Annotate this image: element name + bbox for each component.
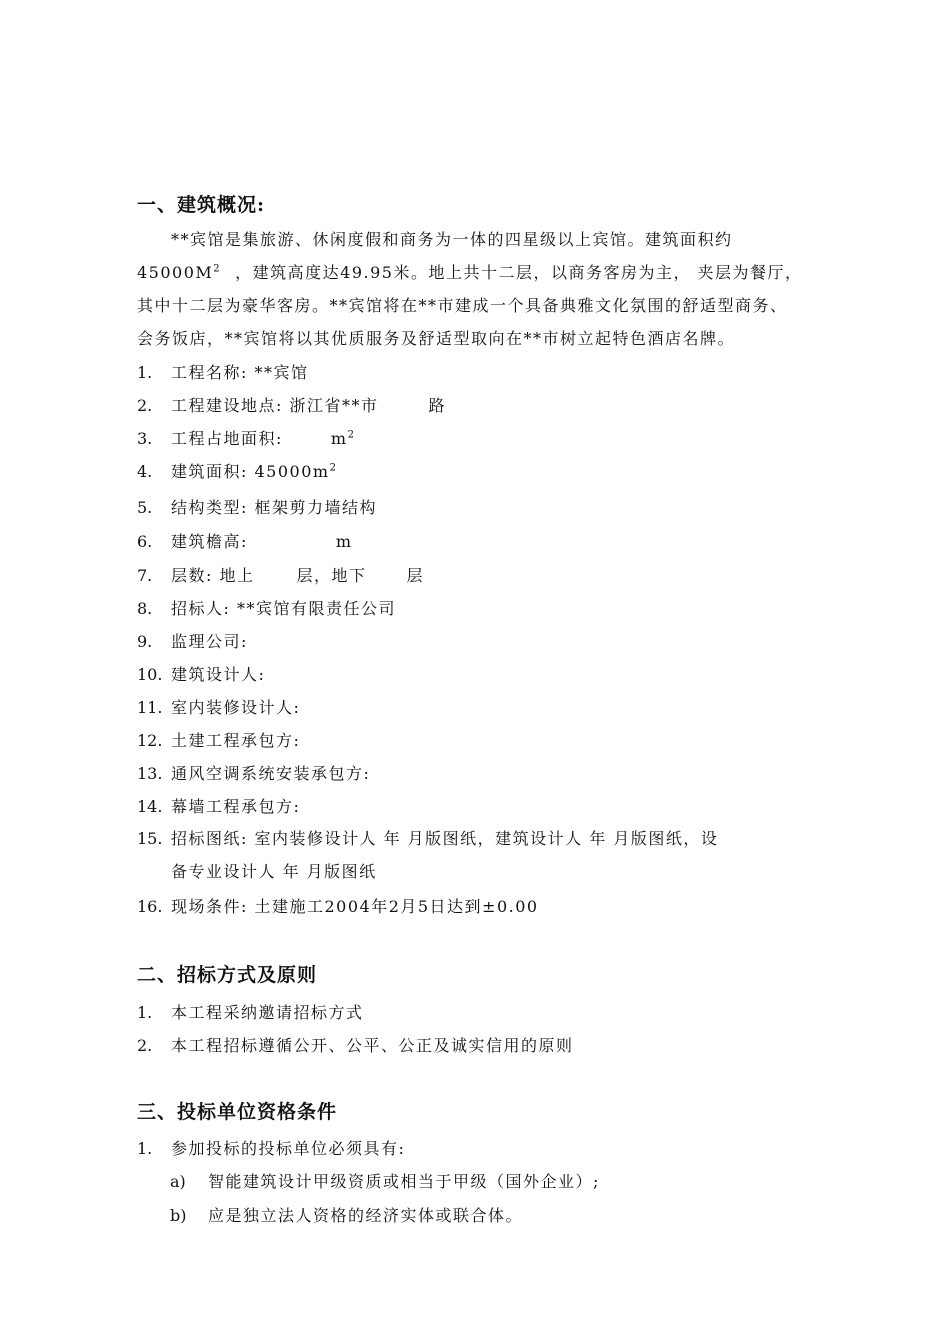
section-title-qualification: 三、投标单位资格条件 (137, 1101, 338, 1123)
list-item: 2. 本工程招标遵循公开、公平、公正及诚实信用的原则 (137, 1036, 574, 1055)
list-item: 9. 监理公司: (137, 632, 248, 651)
intro-line: $45000M^2$ ，建筑高度达49.95米。地上共十二层，以商务客房为主， 夹层为餐厅， (137, 263, 803, 282)
list-item: 1. 工程名称: **宾馆 (137, 363, 309, 382)
list-item: 1. 本工程采纳邀请招标方式 (137, 1003, 364, 1022)
list-item: 8. 招标人: **宾馆有限责任公司 (137, 599, 396, 618)
list-item: 12. 土建工程承包方: (137, 731, 301, 750)
list-item: 14. 幕墙工程承包方: (137, 797, 301, 816)
list-item: 4. 建筑面积: $45000m^2$ (137, 462, 338, 481)
section-title-overview: 一、建筑概况: (137, 194, 266, 216)
sub-list-item: a) 智能建筑设计甲级资质或相当于甲级（国外企业）; (170, 1172, 600, 1191)
list-item: 6. 建筑檐高: m (137, 532, 353, 551)
section-title-method: 二、招标方式及原则 (137, 964, 318, 986)
list-item: 2. 工程建设地点: 浙江省**市 路 (137, 396, 446, 415)
list-item: 16. 现场条件: 土建施工2004年2月5日达到±0.00 (137, 897, 539, 916)
list-item: 10. 建筑设计人: (137, 665, 266, 684)
list-item: 5. 结构类型: 框架剪力墙结构 (137, 498, 377, 517)
list-item: 11. 室内装修设计人: (137, 698, 301, 717)
intro-line: 会务饭店，**宾馆将以其优质服务及舒适型取向在**市树立起特色酒店名牌。 (137, 329, 736, 348)
list-item: 13. 通风空调系统安装承包方: (137, 764, 371, 783)
intro-line: 其中十二层为豪华客房。**宾馆将在**市建成一个具备典雅文化氛围的舒适型商务、 (137, 296, 788, 315)
list-item: 15. 招标图纸: 室内装修设计人 年 月版图纸，建筑设计人 年 月版图纸，设 (137, 829, 719, 848)
list-item: 1. 参加投标的投标单位必须具有: (137, 1139, 406, 1158)
intro-line: **宾馆是集旅游、休闲度假和商务为一体的四星级以上宾馆。建筑面积约 (171, 230, 733, 249)
sub-list-item: b) 应是独立法人资格的经济实体或联合体。 (170, 1206, 524, 1225)
list-item: 7. 层数: 地上 层，地下 层 (137, 566, 425, 585)
list-item-continuation: 备专业设计人 年 月版图纸 (171, 862, 377, 881)
list-item: 3. 工程占地面积: $m^2$ (137, 429, 356, 448)
